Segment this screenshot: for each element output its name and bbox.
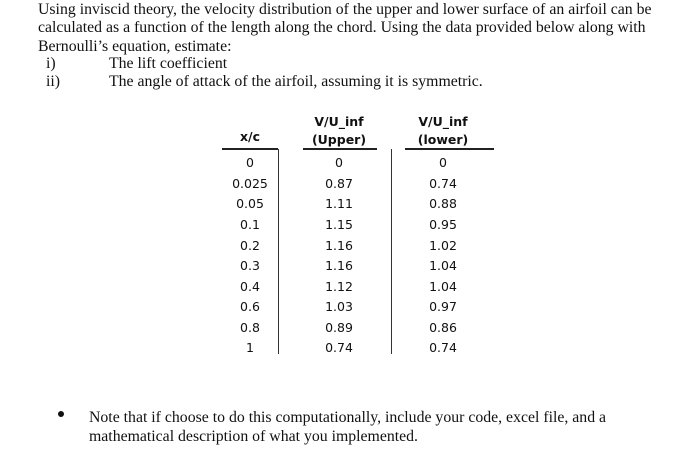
cell-xc: 0.6 xyxy=(240,299,260,314)
cell-upper: 0.87 xyxy=(325,176,353,191)
column-divider xyxy=(391,149,392,354)
header-line: V/U_inf xyxy=(418,114,468,129)
column-header-lower xyxy=(398,113,488,149)
cell-xc: 0.05 xyxy=(236,196,264,211)
header-rule xyxy=(405,148,494,150)
cell-upper: 0 xyxy=(335,155,343,170)
cell-xc: 0.8 xyxy=(240,320,260,335)
cell-upper: 0.89 xyxy=(325,320,353,335)
task-number: ii) xyxy=(46,73,61,90)
problem-statement: Using inviscid theory, the velocity distribution of the upper and lower surface of an airfoil can be calculated as a function of the length along the chord. Using the data provided below along with Bernoulli’s equation, estimate: xyxy=(38,1,652,55)
header-line: (lower) xyxy=(417,132,469,147)
cell-lower: 1.04 xyxy=(429,279,457,294)
cell-lower: 0.88 xyxy=(429,196,457,211)
cell-upper: 1.11 xyxy=(325,196,353,211)
cell-xc: 1 xyxy=(246,340,254,355)
cell-lower: 0 xyxy=(439,155,447,170)
header-rule xyxy=(222,148,278,150)
column-header-upper xyxy=(294,113,384,149)
cell-lower: 1.02 xyxy=(429,238,457,253)
cell-upper: 0.74 xyxy=(325,340,353,355)
cell-upper: 1.16 xyxy=(325,258,353,273)
cell-xc: 0.1 xyxy=(240,217,260,232)
bullet-icon xyxy=(58,411,64,417)
header-rule xyxy=(303,148,377,150)
cell-upper: 1.12 xyxy=(325,279,353,294)
cell-upper: 1.03 xyxy=(325,299,353,314)
header-line: x/c xyxy=(239,129,261,144)
column-header-xc xyxy=(205,128,295,146)
cell-xc: 0.3 xyxy=(240,258,260,273)
header-line: (Upper) xyxy=(311,132,367,147)
cell-lower: 0.95 xyxy=(429,217,457,232)
cell-lower: 1.04 xyxy=(429,258,457,273)
cell-xc: 0.2 xyxy=(240,238,260,253)
task-text: The angle of attack of the airfoil, assuming it is symmetric. xyxy=(109,73,483,90)
cell-xc: 0.025 xyxy=(232,176,268,191)
task-text: The lift coefficient xyxy=(109,55,228,72)
header-line: V/U_inf xyxy=(314,114,364,129)
cell-xc: 0 xyxy=(246,155,254,170)
cell-upper: 1.15 xyxy=(325,217,353,232)
cell-upper: 1.16 xyxy=(325,238,353,253)
cell-lower: 0.86 xyxy=(429,320,457,335)
cell-lower: 0.74 xyxy=(429,340,457,355)
cell-lower: 0.74 xyxy=(429,176,457,191)
task-number: i) xyxy=(46,55,56,72)
note-text: Note that if choose to do this computationally, include your code, excel file, and a mathematical description of what you implemented. xyxy=(89,409,607,445)
cell-xc: 0.4 xyxy=(240,279,260,294)
cell-lower: 0.97 xyxy=(429,299,457,314)
